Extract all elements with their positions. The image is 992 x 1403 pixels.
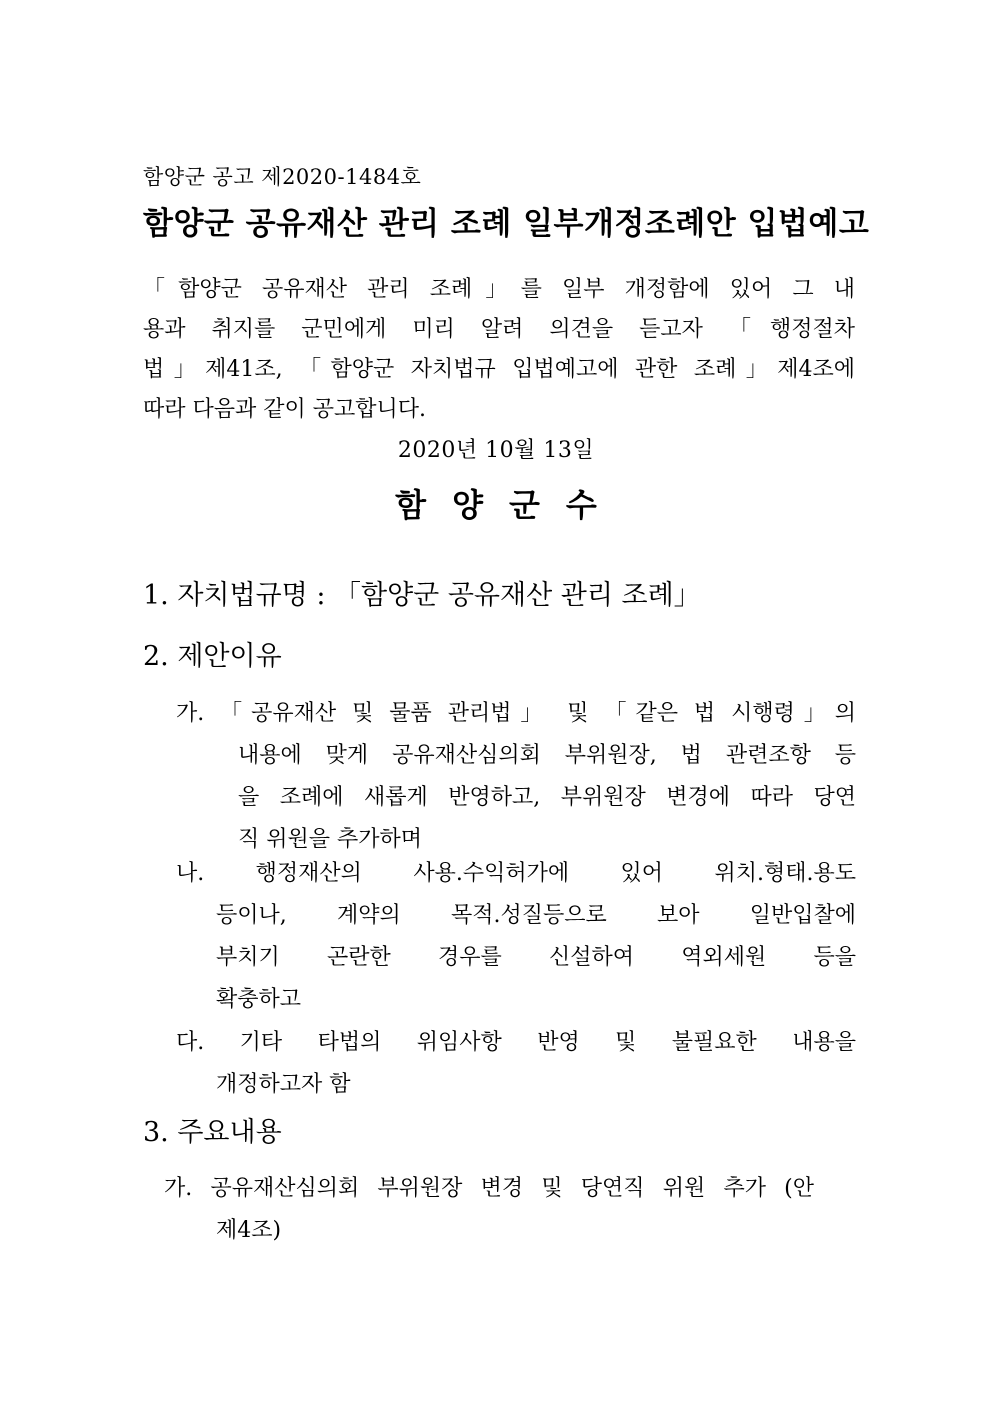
section-heading-main-content: 3. 주요내용 — [143, 1117, 282, 1148]
reason-item-da — [176, 1022, 856, 1106]
reason-line: 다. 기타 타법의 위임사항 반영 및 불필요한 내용을 — [176, 1030, 856, 1055]
reason-line: 부치기 곤란한 경우를 신설하여 역외세원 등을 — [216, 945, 856, 970]
reason-line: 개정하고자 함 — [216, 1072, 351, 1097]
issuer: 함양군수 — [395, 486, 623, 524]
reason-line: 내용에 맞게 공유재산심의회 부위원장, 법 관련조항 등 — [238, 743, 856, 768]
document-title: 함양군 공유재산 관리 조례 일부개정조례안 입법예고 — [143, 206, 870, 242]
reason-item-ga — [176, 693, 856, 861]
main-content-line: 가. 공유재산심의회 부위원장 변경 및 당연직 위원 추가 (안 — [164, 1176, 814, 1201]
intro-line: 「함양군 공유재산 관리 조례」를 일부 개정함에 있어 그 내 — [143, 277, 855, 302]
reason-line: 확충하고 — [216, 987, 302, 1012]
section-heading-reason: 2. 제안이유 — [143, 641, 282, 672]
reason-line: 등이나, 계약의 목적.성질등으로 보아 일반입찰에 — [216, 903, 856, 928]
reason-line: 직 위원을 추가하며 — [238, 827, 423, 852]
intro-line: 용과 취지를 군민에게 미리 알려 의견을 듣고자 「행정절차 — [143, 317, 855, 342]
main-content-line: 제4조) — [216, 1218, 282, 1243]
reason-item-na — [176, 853, 856, 1021]
notice-date: 2020년 10월 13일 — [397, 438, 595, 463]
intro-line: 법」제41조, 「함양군 자치법규 입법예고에 관한 조례」제4조에 — [143, 357, 855, 382]
notice-number: 함양군 공고 제2020-1484호 — [143, 165, 422, 189]
reason-line: 가. 「공유재산 및 물품 관리법」 및 「같은 법 시행령」의 — [176, 701, 856, 726]
reason-line: 나. 행정재산의 사용.수익허가에 있어 위치.형태.용도 — [176, 861, 856, 886]
reason-line: 을 조례에 새롭게 반영하고, 부위원장 변경에 따라 당연 — [238, 785, 856, 810]
intro-paragraph — [143, 270, 855, 430]
section-heading-regulation-name: 1. 자치법규명 : 「함양군 공유재산 관리 조례」 — [143, 580, 701, 611]
main-content-item-ga — [164, 1168, 814, 1252]
intro-line: 따라 다음과 같이 공고합니다. — [143, 397, 426, 422]
